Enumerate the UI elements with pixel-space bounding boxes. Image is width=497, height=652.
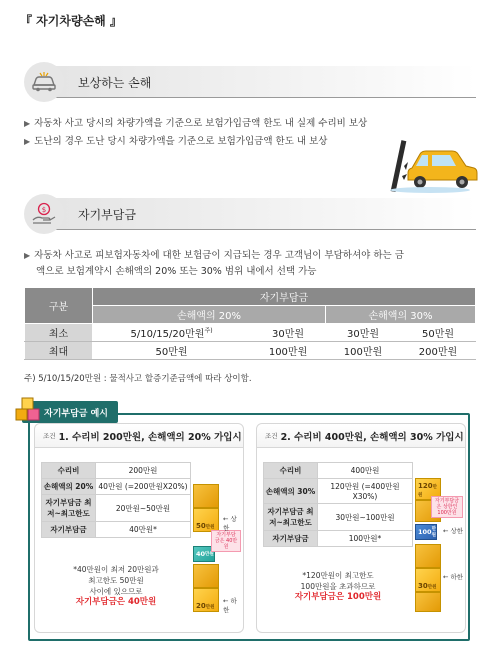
upper-limit-label: ← 상한 (223, 515, 237, 532)
panel-title: 조건 1. 수리비 200만원, 손해액의 20% 가입시 (35, 424, 243, 448)
cube-lower-limit: 30만원 (415, 568, 441, 592)
upper-limit-label: ← 상한 (443, 527, 464, 535)
cube (415, 544, 441, 568)
table-footnote: 주) 5/10/15/20만원 : 물적사고 할증기준금액에 따라 상이함. (24, 374, 252, 384)
example-note: *40만원이 최저 20만원과 최고한도 50만원 사이에 있으므로 자기부담금은 40만원 (73, 565, 159, 607)
section-header-covered-damage (24, 62, 476, 102)
table-cell: 100만원 (326, 342, 401, 360)
cube-lower-limit: 20만원 (193, 588, 219, 612)
deductible-header: 자기부담금 (93, 288, 476, 306)
col-group-header: 구분 (25, 288, 93, 324)
table-cell: 30만원 (251, 324, 326, 342)
row-label: 최대 (25, 342, 93, 360)
cube-upper-limit: 50만원 (193, 508, 219, 532)
example-panel-2 (256, 423, 466, 633)
section-title: 보상하는 손해 (78, 75, 152, 90)
deductible-callout: 자기부담금은 상한인 100만원 (431, 496, 463, 518)
bullet-item: ▶ 자동차 사고로 피보험자동차에 대한 보험금이 지급되는 경우 고객님이 부담하셔야 하는 금 (24, 250, 404, 261)
table-cell: 5/10/15/20만원$^{주)}$ (93, 324, 251, 342)
deductible-callout: 자기부담금은 40만원 (211, 530, 241, 552)
cube-stack-illustration (415, 474, 465, 624)
lower-limit-label: ← 하한 (443, 573, 464, 581)
svg-text:$: $ (41, 206, 47, 214)
bullet-item: ▶ 도난의 경우 도난 당시 차량가액을 기준으로 보험가입금액 한도 내 보상 (24, 136, 328, 147)
section-title: 자기부담금 (78, 207, 136, 222)
page-title: 『 자기차량손해 』 (20, 14, 122, 28)
cube-upper-limit: 100 만원 (415, 524, 437, 540)
car-accident-illustration (382, 138, 478, 194)
triangle-bullet-icon: ▶ (24, 119, 31, 128)
example-table: 수리비 200만원 손해액의 20% 40만원 (=200만원X20%) 자기부담금 최저~최고한도 20만원~50만원 자기부담금 40만원* (41, 462, 191, 538)
table-cell: 50만원 (93, 342, 251, 360)
example-note: *120만원이 최고한도 100만원을 초과하므로 자기부담금은 100만원 (294, 571, 382, 602)
lower-limit-label: ← 하한 (223, 597, 237, 614)
example-tab: 자기부담금 예시 (22, 401, 118, 423)
section-header-deductible (24, 194, 476, 234)
row-label: 최소 (25, 324, 93, 342)
bullet-item: ▶ 자동차 사고 당시의 차량가액을 기준으로 보험가입금액 한도 내 실제 수리비 보상 (24, 118, 368, 129)
cube (193, 564, 219, 588)
cubes-icon (14, 397, 42, 423)
triangle-bullet-icon: ▶ (24, 251, 31, 260)
deductible-table (24, 287, 476, 360)
header-30-percent: 손해액의 30% (326, 306, 476, 324)
header-20-percent: 손해액의 20% (93, 306, 326, 324)
example-panel-1 (34, 423, 244, 633)
table-cell: 50만원 (401, 324, 476, 342)
cube-deductible: 40 만원 (193, 546, 215, 562)
cube (193, 484, 219, 508)
table-row (25, 342, 476, 360)
cube-stack-illustration (193, 474, 243, 624)
cube (415, 592, 441, 612)
table-cell: 200만원 (401, 342, 476, 360)
panel-title: 조건 2. 수리비 400만원, 손해액의 30% 가입시 (257, 424, 465, 448)
car-icon (24, 62, 64, 102)
table-row (25, 324, 476, 342)
triangle-bullet-icon: ▶ (24, 137, 31, 146)
cube-loss-amount: 120만원 (415, 478, 441, 500)
example-table: 수리비 400만원 손해액의 30% 120만원 (=400만원X30%) 자기부담금 최저~최고한도 30만원~100만원 자기부담금 100만원* (263, 462, 413, 547)
bullet-continuation: 액으로 보험계약시 손해액의 20% 또는 30% 범위 내에서 선택 가능 (36, 266, 317, 277)
table-cell: 30만원 (326, 324, 401, 342)
table-cell: 100만원 (251, 342, 326, 360)
money-hand-icon (24, 194, 64, 234)
